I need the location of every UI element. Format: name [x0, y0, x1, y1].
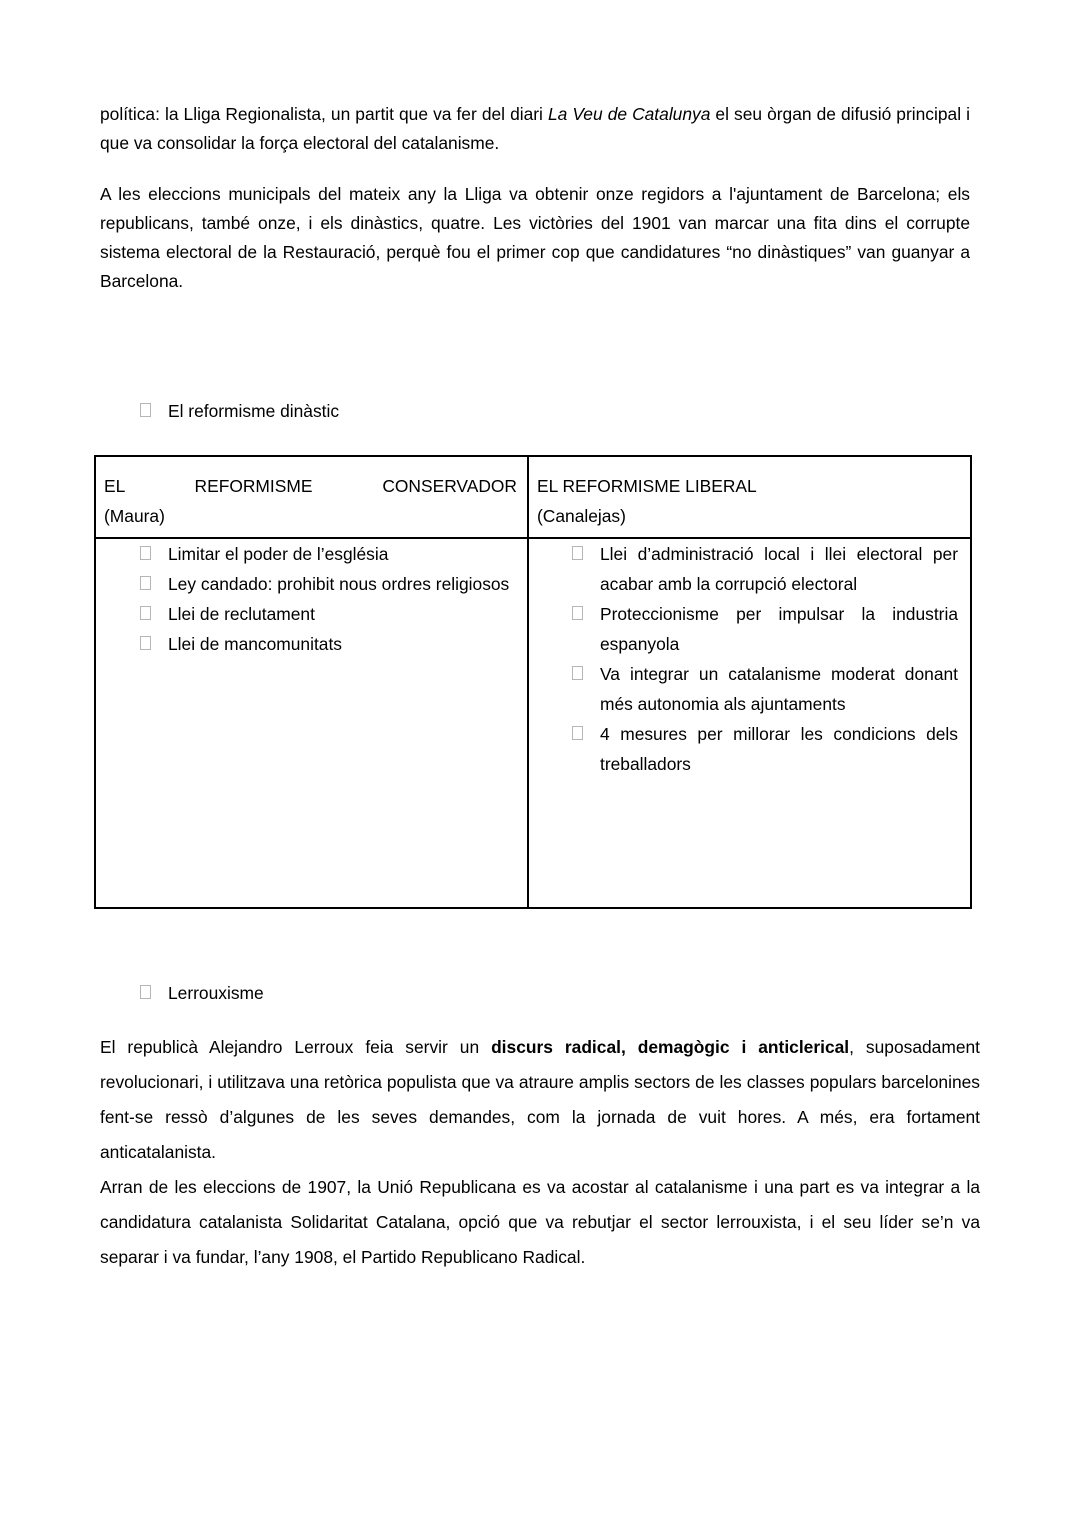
table-header-cell-liberal — [528, 456, 971, 538]
bullet-list-item-label: 4 mesures per millorar les condicions dels treballadors — [600, 724, 958, 774]
column-title-conservador: EL REFORMISME CONSERVADOR — [104, 476, 517, 496]
bullet-list-item-liberal — [572, 599, 958, 659]
missing-glyph-bullet-icon — [572, 546, 583, 560]
missing-glyph-bullet-icon — [140, 606, 151, 620]
bullet-list-item-liberal — [572, 659, 958, 719]
missing-glyph-bullet-icon — [140, 636, 151, 650]
bullet-list-conservador — [96, 539, 527, 659]
table-header-cell-conservador — [95, 456, 528, 538]
bullet-list-item-label: Ley candado: prohibit nous ordres religiosos — [168, 574, 510, 594]
table-body-cell-liberal — [528, 538, 971, 908]
paragraph-eleccions-municipals: A les eleccions municipals del mateix any la Lliga va obtenir onze regidors a l'ajuntament de Barcelona; els republicans, també onze, i els dinàstics, quatre. Les victòries del 1901 van marcar una fita dins el corrupte sistema electoral de la Restauració, perquè fou el primer cop que candidatures “no dinàstiques” van guanyar a Barcelona. — [100, 184, 970, 291]
table-body-cell-conservador — [95, 538, 528, 908]
bullet-list-item-liberal — [572, 539, 958, 599]
bullet-list-item-liberal — [572, 719, 958, 779]
heading-lerrouxisme — [140, 980, 264, 1006]
bullet-list-item-label: Llei de reclutament — [168, 604, 315, 624]
missing-glyph-bullet-icon — [572, 726, 583, 740]
paragraph-unio-republicana: Arran de les eleccions de 1907, la Unió Republicana es va acostar al catalanisme i una part es va integrar a la candidatura catalanista Solidaritat Catalana, opció que va rebutjar el sector lerrouxista, i el seu líder se’n va separar i va fundar, l’any 1908, el Partido Republicano Radical. — [100, 1177, 980, 1267]
heading-reformisme-dinastic — [140, 398, 339, 424]
bullet-list-item-conservador — [140, 599, 513, 629]
heading-lerrouxisme-label: Lerrouxisme — [168, 983, 264, 1003]
column-subtitle-maura: (Maura) — [104, 506, 165, 526]
column-subtitle-canalejas: (Canalejas) — [537, 506, 626, 526]
missing-glyph-bullet-icon — [140, 576, 151, 590]
missing-glyph-bullet-icon — [140, 403, 151, 417]
intro-text-block — [100, 100, 970, 296]
table-header-row — [95, 456, 971, 538]
missing-glyph-bullet-icon — [140, 546, 151, 560]
missing-glyph-bullet-icon — [140, 985, 151, 999]
missing-glyph-bullet-icon — [572, 606, 583, 620]
table-body-row — [95, 538, 971, 908]
column-title-liberal: EL REFORMISME LIBERAL — [537, 476, 757, 496]
bullet-list-item-label: Llei de mancomunitats — [168, 634, 342, 654]
lerrouxisme-text-block — [100, 1030, 980, 1275]
reformisme-comparison-table — [94, 455, 972, 909]
missing-glyph-bullet-icon — [572, 666, 583, 680]
bullet-list-item-label: Proteccionisme per impulsar la industria espanyola — [600, 604, 958, 654]
heading-reformisme-dinastic-label: El reformisme dinàstic — [168, 401, 340, 421]
bullet-list-item-label: Limitar el poder de l’església — [168, 544, 389, 564]
bold-run: discurs radical, demagògic i anticlerical — [491, 1037, 850, 1057]
bullet-list-item-label: Va integrar un catalanisme moderat donant més autonomia als ajuntaments — [600, 664, 958, 714]
bullet-list-item-label: Llei d’administració local i llei electoral per acabar amb la corrupció electoral — [600, 544, 958, 594]
italic-run: La Veu de Catalunya — [547, 104, 711, 124]
bullet-list-item-conservador — [140, 539, 513, 569]
paragraph-lerroux-discurs: El republicà Alejandro Lerroux feia servir un discurs radical, demagògic i anticlerical, suposadament revolucionari, i utilitzava una retòrica populista que va atraure amplis sectors de les classes populars barcelonines fent-se ressò d’algunes de les seves demandes, com la jornada de vuit hores. A més, era fortament anticatalanista. — [100, 1037, 981, 1162]
bullet-list-item-conservador — [140, 569, 513, 599]
paragraph-lliga-regionalista: política: la Lliga Regionalista, un partit que va fer del diari La Veu de Catalunya el seu òrgan de difusió principal i que va consolidar la força electoral del catalanisme. — [100, 104, 970, 153]
bullet-list-item-conservador — [140, 629, 513, 659]
bullet-list-liberal — [529, 539, 970, 779]
